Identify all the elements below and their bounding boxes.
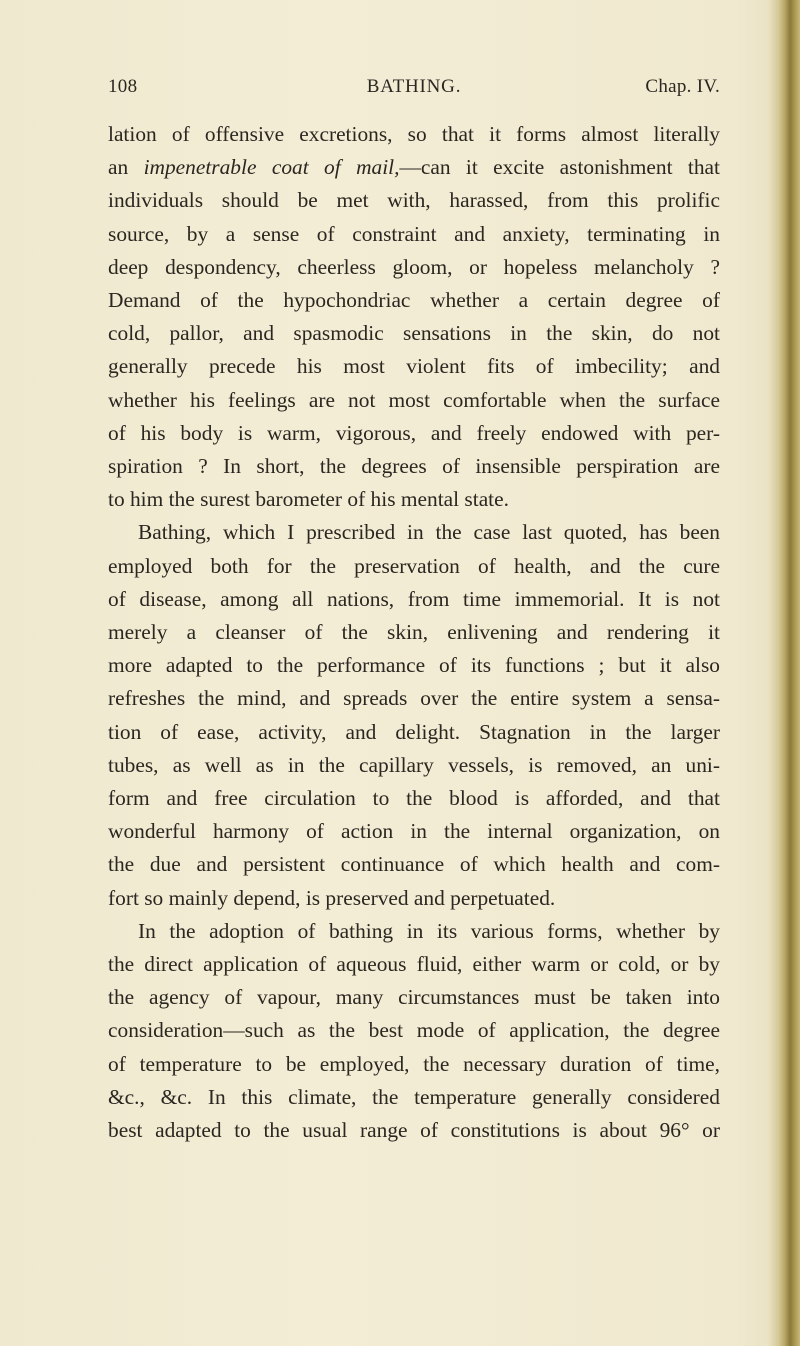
text-line: fort so mainly depend, is preserved and perpetuated. <box>108 885 556 910</box>
text-line: of disease, among all nations, from time immemorial. It is not <box>108 586 720 611</box>
text-line: In the adoption of bathing in its various forms, whether by <box>138 918 720 943</box>
text-line: generally precede his most violent fits of imbecility; and <box>108 354 720 379</box>
text-line: tion of ease, activity, and delight. Stagnation in the larger <box>108 719 720 744</box>
text-line: lation of offensive excretions, so that it forms almost literally <box>108 122 720 146</box>
text-line: cold, pallor, and spasmodic sensations in the skin, do not <box>108 321 720 346</box>
text-line: Bathing, which I prescribed in the case last quoted, has been <box>138 520 720 545</box>
page-number: 108 <box>108 76 138 97</box>
text-line: to him the surest barometer of his mental state. <box>108 487 509 512</box>
text-line: individuals should be met with, harassed, from this prolific <box>108 188 720 213</box>
book-spine-edge <box>778 0 800 1346</box>
italic-phrase: impenetrable coat of mail, <box>143 155 400 180</box>
text-line: the direct application of aqueous fluid, either warm or cold, or by <box>108 952 720 977</box>
text-line: merely a cleanser of the skin, enlivening and rendering it <box>108 620 720 645</box>
text-line: whether his feelings are not most comfortable when the surface <box>108 387 720 412</box>
text-line: employed both for the preservation of health, and the cure <box>108 553 720 578</box>
text-line: tubes, as well as in the capillary vessels, is removed, an uni- <box>108 752 720 777</box>
text-line: spiration ? In short, the degrees of insensible perspiration are <box>108 454 720 479</box>
chapter-label: Chap. IV. <box>645 76 720 97</box>
page-gutter-shadow <box>768 0 778 1346</box>
text-segment: an <box>108 155 144 180</box>
text-line: consideration—such as the best mode of application, the degree <box>108 1018 720 1043</box>
text-line: source, by a sense of constraint and anxiety, terminating in <box>108 221 720 246</box>
text-line: more adapted to the performance of its functions ; but it also <box>108 653 720 678</box>
running-title: BATHING. <box>366 76 462 97</box>
text-line: refreshes the mind, and spreads over the entire system a sensa- <box>108 686 720 711</box>
text-line <box>108 151 720 184</box>
text-line: the due and persistent continuance of which health and com- <box>108 852 720 877</box>
text-line: deep despondency, cheerless gloom, or hopeless melancholy ? <box>108 254 720 279</box>
text-line: the agency of vapour, many circumstances must be taken into <box>108 985 720 1010</box>
text-line: best adapted to the usual range of constitutions is about 96° or <box>108 1118 720 1143</box>
text-line: of his body is warm, vigorous, and freely endowed with per- <box>108 420 720 445</box>
text-line: form and free circulation to the blood is afforded, and that <box>108 786 720 811</box>
text-segment: —can it excite astonishment that <box>399 155 720 180</box>
body-text <box>108 118 720 1147</box>
text-line: of temperature to be employed, the necessary duration of time, <box>108 1051 720 1076</box>
text-line: wonderful harmony of action in the internal organization, on <box>108 819 720 844</box>
page-header <box>108 76 720 106</box>
text-line: &c., &c. In this climate, the temperature generally considered <box>108 1084 720 1109</box>
text-line: Demand of the hypochondriac whether a certain degree of <box>108 288 720 313</box>
